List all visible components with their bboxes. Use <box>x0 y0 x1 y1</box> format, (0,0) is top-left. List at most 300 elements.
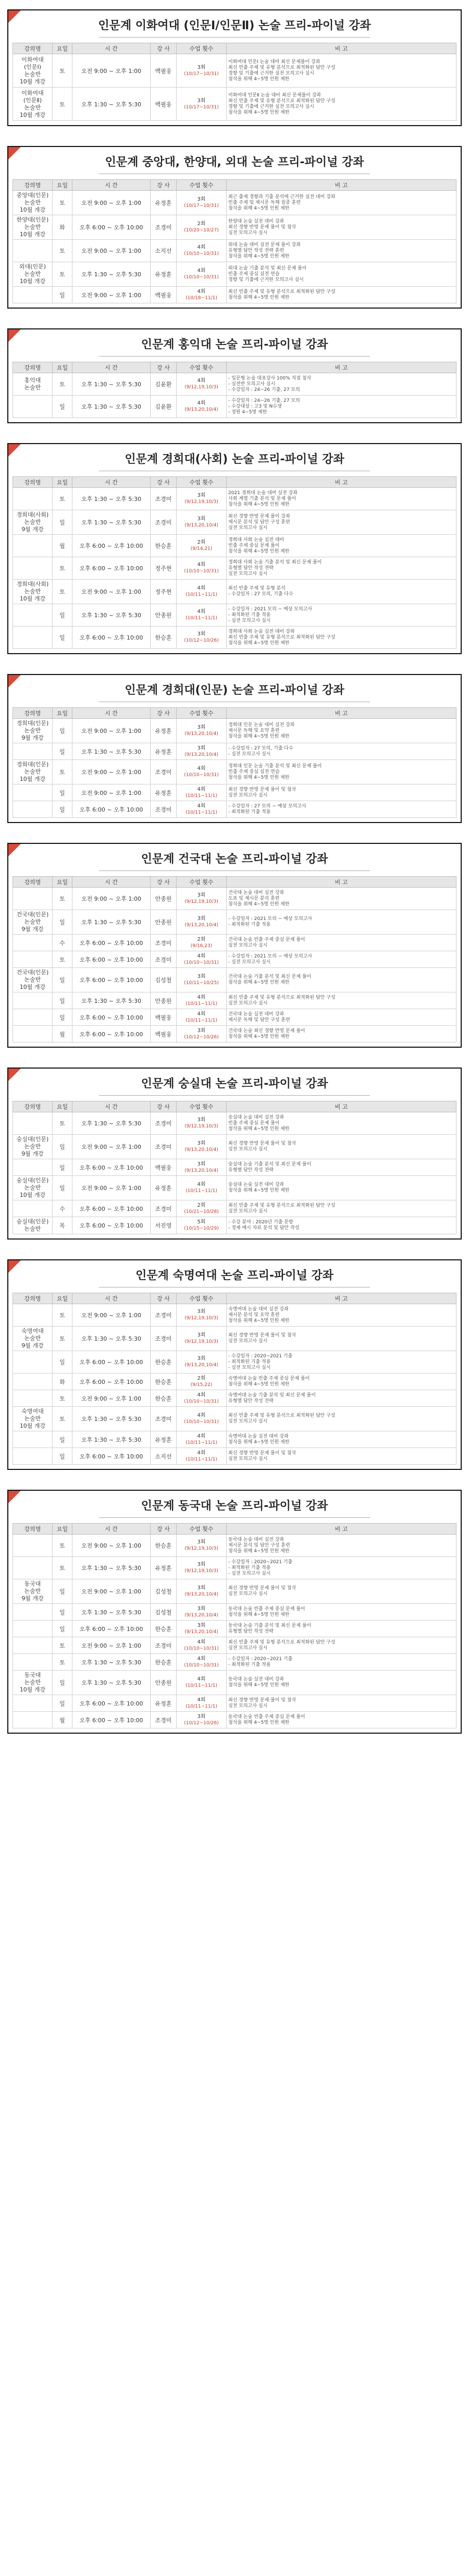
column-header: 수업 횟수 <box>177 362 227 373</box>
session-count: 4회 <box>197 244 206 250</box>
session-count: 3회 <box>197 631 206 637</box>
sessions-cell <box>177 1604 227 1621</box>
course-name: 이화여대 (인문Ⅱ) 논술반 10월 개강 <box>13 88 53 121</box>
note-cell: 최신 빈출 주제 및 유형 분석으로 최적화된 답안 구성 첨삭을 위해 4~5명 인원 제한 <box>227 287 456 303</box>
column-header: 강의명 <box>13 1101 53 1112</box>
note-cell: 최신 빈출 주제 및 유형 분석으로 최적화된 답안 구성 실전 모의고사 실시 <box>227 1200 456 1217</box>
sessions-cell <box>177 910 227 935</box>
note-cell: 숭실대 논술 기출 분석 및 최신 문제 풀이 유형별 답안 작성 전략 <box>227 1159 456 1176</box>
session-count: 4회 <box>197 1639 206 1645</box>
session-dates: (10/12~10/26) <box>184 1720 219 1726</box>
sessions-cell <box>177 1304 227 1327</box>
day-cell: 토 <box>53 373 72 396</box>
course-section <box>7 1259 462 1470</box>
session-dates: (10/20~10/27) <box>184 228 219 233</box>
section-title: 인문계 동국대 논술 프리-파이널 강좌 <box>13 1497 456 1518</box>
course-name <box>13 1604 53 1621</box>
day-cell: 일 <box>53 510 72 535</box>
session-dates: (10/10~10/31) <box>184 251 219 256</box>
column-header: 비 고 <box>227 1524 456 1535</box>
sessions-cell <box>177 240 227 262</box>
session-dates: (10/11~11/1) <box>186 1001 217 1007</box>
teacher-cell: 조경미 <box>151 935 177 951</box>
course-name <box>13 1304 53 1327</box>
session-count: 3회 <box>197 64 206 70</box>
session-count: 3회 <box>197 974 206 979</box>
column-header: 수업 횟수 <box>177 1524 227 1535</box>
teacher-cell: 백필웅 <box>151 1009 177 1026</box>
time-cell: 오전 9:00 ~ 오후 1:00 <box>72 54 151 88</box>
table-row <box>13 1712 456 1728</box>
teacher-cell: 정주현 <box>151 557 177 580</box>
sessions-cell <box>177 1671 227 1695</box>
course-name <box>13 240 53 262</box>
teacher-cell: 안종원 <box>151 992 177 1009</box>
session-dates: (10/11~11/1) <box>186 1188 217 1194</box>
teacher-cell: 유정훈 <box>151 743 177 760</box>
day-cell: 일 <box>53 1135 72 1159</box>
sessions-cell <box>177 1373 227 1390</box>
corner-ribbon-icon <box>8 147 21 160</box>
table-row <box>13 1026 456 1042</box>
time-cell: 오전 9:00 ~ 오후 1:00 <box>72 1535 151 1557</box>
course-name <box>13 1200 53 1217</box>
course-name <box>13 951 53 968</box>
time-cell: 오후 1:30 ~ 오후 5:30 <box>72 396 151 418</box>
teacher-cell: 한승훈 <box>151 1654 177 1671</box>
day-cell: 토 <box>53 951 72 968</box>
time-cell: 오전 9:00 ~ 오후 1:00 <box>72 1637 151 1654</box>
session-count: 4회 <box>197 1655 206 1662</box>
column-header: 비 고 <box>227 362 456 373</box>
time-cell: 오전 9:00 ~ 오후 1:00 <box>72 888 151 910</box>
column-header: 시 간 <box>72 1293 151 1304</box>
time-cell: 오후 6:00 ~ 오후 10:00 <box>72 535 151 557</box>
course-name: 경희대(인문) 논술반 10월 개강 <box>13 760 53 784</box>
table-row <box>13 1579 456 1604</box>
course-name <box>13 784 53 801</box>
day-cell: 토 <box>53 557 72 580</box>
session-count: 4회 <box>197 609 206 615</box>
note-cell: 최신 경향 반영 문제 풀이 및 첨삭 실전 모의고사 실시 <box>227 1695 456 1712</box>
column-header: 강의명 <box>13 477 53 488</box>
table-row <box>13 1327 456 1351</box>
table-row <box>13 262 456 287</box>
sessions-cell <box>177 1654 227 1671</box>
time-cell: 오후 6:00 ~ 오후 10:00 <box>72 1200 151 1217</box>
table-row <box>13 1217 456 1234</box>
note-cell: 숙명여대 논술 대비 실전 강좌 제시문 분석 및 요약 훈련 첨삭을 위해 4~5명 인원 제한 <box>227 1304 456 1327</box>
session-dates: (9/13,20,10/4) <box>184 1612 218 1618</box>
schedule-table <box>13 1293 456 1465</box>
course-name <box>13 557 53 580</box>
course-name <box>13 1557 53 1579</box>
day-cell: 수 <box>53 935 72 951</box>
teacher-cell: 한승훈 <box>151 1351 177 1373</box>
teacher-cell: 백필웅 <box>151 1159 177 1176</box>
time-cell: 오전 9:00 ~ 오후 1:00 <box>72 1304 151 1327</box>
note-cell: - 입문형 논술 대표강사 100% 직접 첨삭 - 실전반 모의고사 실시 - 수강일자 : 24~26 기출, 27 모의 <box>227 373 456 396</box>
time-cell: 오후 1:30 ~ 오후 5:30 <box>72 262 151 287</box>
day-cell: 월 <box>53 1712 72 1728</box>
course-name: 동국대 논술반 10월 개강 <box>13 1671 53 1695</box>
session-dates: (10/11~11/1) <box>186 616 217 621</box>
table-row <box>13 801 456 818</box>
note-cell: 최신 경향 반영 문제 풀이 및 첨삭 실전 모의고사 실시 <box>227 1135 456 1159</box>
note-cell: 경희대 인문 논술 대비 실전 강좌 제시문 독해 및 요약 훈련 첨삭을 위해 4~5명 인원 제한 <box>227 719 456 743</box>
table-row <box>13 968 456 992</box>
column-header: 요일 <box>53 180 72 191</box>
section-title: 인문계 건국대 논술 프리-파이널 강좌 <box>13 850 456 871</box>
sessions-cell <box>177 1637 227 1654</box>
session-dates: (10/11~11/1) <box>186 1703 217 1709</box>
session-count: 3회 <box>197 1332 206 1338</box>
column-header: 요일 <box>53 362 72 373</box>
session-dates: (10/10~10/31) <box>184 569 219 574</box>
note-cell: 경희대 사회 논술 실전 대비 빈출 주제 중심 문제 풀이 첨삭을 위해 4~5명 인원 제한 <box>227 535 456 557</box>
column-header: 수업 횟수 <box>177 1293 227 1304</box>
time-cell: 오후 6:00 ~ 오후 10:00 <box>72 557 151 580</box>
sessions-cell <box>177 992 227 1009</box>
table-row <box>13 743 456 760</box>
course-name: 홍익대 논술반 <box>13 373 53 396</box>
note-cell: - 수강일자 : 2021 모의 ~ 예상 모의고사 - 최적화된 기출 적용 - 실전 모의고사 실시 <box>227 604 456 627</box>
sessions-cell <box>177 1621 227 1637</box>
table-row <box>13 1351 456 1373</box>
teacher-cell: 조경미 <box>151 1112 177 1135</box>
session-dates: (9/13,20,10/4) <box>184 1168 218 1173</box>
course-name <box>13 1712 53 1728</box>
sessions-cell <box>177 287 227 303</box>
course-name: 숭실대(인문) 논술반 10월 개강 <box>13 1176 53 1200</box>
session-count: 4회 <box>197 1433 206 1439</box>
course-name <box>13 287 53 303</box>
column-header: 강 사 <box>151 708 177 719</box>
session-count: 3회 <box>197 1309 206 1315</box>
table-row <box>13 1304 456 1327</box>
time-cell: 오전 9:00 ~ 오후 1:00 <box>72 784 151 801</box>
table-row <box>13 935 456 951</box>
time-cell: 오후 1:30 ~ 오후 5:30 <box>72 1327 151 1351</box>
time-cell: 오후 1:30 ~ 오후 5:30 <box>72 1431 151 1448</box>
table-row <box>13 396 456 418</box>
note-cell: - 수강일자 : 2020~2021 기출 - 최적화된 기출 적용 - 실전 모의고사 실시 <box>227 1351 456 1373</box>
table-row <box>13 1557 456 1579</box>
day-cell: 토 <box>53 1637 72 1654</box>
sessions-cell <box>177 535 227 557</box>
day-cell: 토 <box>53 888 72 910</box>
session-count: 2회 <box>197 936 206 942</box>
table-row <box>13 1112 456 1135</box>
note-cell: - 수강일자 : 2020~2021 기출 - 최적화된 기출 적용 <box>227 1654 456 1671</box>
sessions-cell <box>177 784 227 801</box>
teacher-cell: 한승훈 <box>151 1621 177 1637</box>
day-cell: 토 <box>53 1327 72 1351</box>
time-cell: 오후 6:00 ~ 오후 10:00 <box>72 1712 151 1728</box>
course-name <box>13 1373 53 1390</box>
teacher-cell: 유정훈 <box>151 719 177 743</box>
session-count: 4회 <box>197 953 206 959</box>
column-header: 비 고 <box>227 477 456 488</box>
sessions-cell <box>177 1112 227 1135</box>
sessions-cell <box>177 1200 227 1217</box>
note-cell: 최신 경향 반영 문제 풀이 및 첨삭 실전 모의고사 실시 <box>227 1327 456 1351</box>
session-count: 3회 <box>197 1539 206 1545</box>
day-cell: 월 <box>53 535 72 557</box>
note-cell: 건국대 논술 빈출 주제 중심 문제 풀이 실전 모의고사 실시 <box>227 935 456 951</box>
session-dates: (10/10~10/31) <box>184 772 219 778</box>
session-count: 3회 <box>197 1585 206 1591</box>
table-row <box>13 54 456 88</box>
sessions-cell <box>177 557 227 580</box>
table-row <box>13 888 456 910</box>
session-count: 4회 <box>197 803 206 809</box>
course-name <box>13 888 53 910</box>
course-section <box>7 1068 462 1240</box>
table-row <box>13 510 456 535</box>
time-cell: 오후 6:00 ~ 오후 10:00 <box>72 1026 151 1042</box>
time-cell: 오후 6:00 ~ 오후 10:00 <box>72 1351 151 1373</box>
session-dates: (10/10~10/31) <box>184 960 219 965</box>
course-name <box>13 1431 53 1448</box>
table-row <box>13 1654 456 1671</box>
note-cell: 동국대 논술 빈출 주제 중심 문제 풀이 첨삭을 위해 4~5명 인원 제한 <box>227 1712 456 1728</box>
column-header: 강 사 <box>151 180 177 191</box>
teacher-cell: 소지선 <box>151 1448 177 1465</box>
course-name: 경희대(사회) 논술반 9월 개강 <box>13 510 53 535</box>
teacher-cell: 백필웅 <box>151 54 177 88</box>
teacher-cell: 김성철 <box>151 968 177 992</box>
note-cell: - 수강일자 : 24~26 기출, 27 모의 - 수강대상 : 고3 및 N수생 - 정원 4~5명 제한 <box>227 396 456 418</box>
table-row <box>13 910 456 935</box>
day-cell: 일 <box>53 1431 72 1448</box>
table-row <box>13 784 456 801</box>
day-cell: 목 <box>53 1217 72 1234</box>
column-header: 시 간 <box>72 1101 151 1112</box>
time-cell: 오후 1:30 ~ 오후 5:30 <box>72 1654 151 1671</box>
column-header: 요일 <box>53 1524 72 1535</box>
time-cell: 오후 1:30 ~ 오후 5:30 <box>72 992 151 1009</box>
session-dates: (10/10~10/31) <box>184 275 219 280</box>
table-row <box>13 1431 456 1448</box>
teacher-cell: 백필웅 <box>151 1026 177 1042</box>
note-cell: - 수강일자 : 2021 모의 ~ 예상 모의고사 - 실전 모의고사 실시 <box>227 951 456 968</box>
session-dates: (9/12,19,10/3) <box>184 385 218 390</box>
course-name: 숭실대(인문) 논술반 <box>13 1217 53 1234</box>
column-header: 비 고 <box>227 43 456 54</box>
table-row <box>13 580 456 604</box>
day-cell: 일 <box>53 1671 72 1695</box>
day-cell: 토 <box>53 580 72 604</box>
teacher-cell: 한승훈 <box>151 627 177 649</box>
session-count: 4회 <box>197 400 206 406</box>
session-count: 2회 <box>197 1202 206 1208</box>
session-dates: (9/12,19,10/3) <box>184 1546 218 1551</box>
session-dates: (10/11~11/1) <box>186 809 217 815</box>
column-header: 시 간 <box>72 362 151 373</box>
sessions-cell <box>177 951 227 968</box>
session-count: 3회 <box>197 197 206 202</box>
note-cell: 건국대 논술 대비 실전 강좌 도표 및 제시문 분석 훈련 첨삭을 위해 4~5명 인원 제한 <box>227 888 456 910</box>
table-row <box>13 191 456 215</box>
note-cell: 동국대 논술 기출 분석 및 최신 문제 풀이 유형별 답안 작성 전략 <box>227 1621 456 1637</box>
sessions-cell <box>177 1176 227 1200</box>
session-count: 3회 <box>197 1161 206 1167</box>
session-dates: (10/10~10/31) <box>184 1646 219 1651</box>
day-cell: 일 <box>53 1159 72 1176</box>
course-name <box>13 992 53 1009</box>
session-dates: (10/10~10/31) <box>184 1662 219 1668</box>
session-count: 4회 <box>197 288 206 295</box>
session-dates: (9/12,19,10/3) <box>184 1316 218 1321</box>
course-name <box>13 604 53 627</box>
session-count: 3회 <box>197 745 206 751</box>
table-row <box>13 604 456 627</box>
day-cell: 수 <box>53 1200 72 1217</box>
teacher-cell: 유정훈 <box>151 1431 177 1448</box>
day-cell: 일 <box>53 1604 72 1621</box>
column-header: 비 고 <box>227 708 456 719</box>
table-row <box>13 1671 456 1695</box>
section-title: 인문계 경희대(인문) 논술 프리-파이널 강좌 <box>13 681 456 702</box>
session-count: 2회 <box>197 221 206 227</box>
session-dates: (10/11~11/1) <box>186 1683 217 1688</box>
teacher-cell: 조경미 <box>151 510 177 535</box>
course-name <box>13 535 53 557</box>
time-cell: 오후 6:00 ~ 오후 10:00 <box>72 627 151 649</box>
course-name <box>13 1654 53 1671</box>
teacher-cell: 한승훈 <box>151 1390 177 1407</box>
teacher-cell: 유정훈 <box>151 1695 177 1712</box>
section-title: 인문계 숭실대 논술 프리-파이널 강좌 <box>13 1075 456 1096</box>
table-row <box>13 1159 456 1176</box>
session-dates: (9/13,20,10/4) <box>184 1363 218 1368</box>
session-count: 4회 <box>197 378 206 384</box>
day-cell: 일 <box>53 968 72 992</box>
session-count: 4회 <box>197 1182 206 1187</box>
day-cell: 토 <box>53 1390 72 1407</box>
session-dates: (9/13,20,10/4) <box>184 752 218 757</box>
teacher-cell: 조경미 <box>151 1637 177 1654</box>
column-header: 강의명 <box>13 1524 53 1535</box>
session-count: 4회 <box>197 562 206 568</box>
session-dates: (10/17~10/31) <box>184 104 219 110</box>
column-header: 수업 횟수 <box>177 180 227 191</box>
session-count: 3회 <box>197 1356 206 1361</box>
course-name: 중앙대(인문) 논술반 10월 개강 <box>13 191 53 215</box>
sessions-cell <box>177 396 227 418</box>
schedule-table <box>13 1523 456 1728</box>
column-header: 강 사 <box>151 477 177 488</box>
time-cell: 오전 9:00 ~ 오후 1:00 <box>72 1135 151 1159</box>
column-header: 강의명 <box>13 708 53 719</box>
column-header: 요일 <box>53 877 72 888</box>
time-cell: 오전 9:00 ~ 오후 1:00 <box>72 240 151 262</box>
note-cell: - 수강일자 : 2021 모의 ~ 예상 모의고사 - 최적화된 기출 적용 <box>227 910 456 935</box>
sessions-cell <box>177 1351 227 1373</box>
note-cell: - 수강일자 : 27 모의 ~ 예상 모의고사 - 최적화된 기출 적용 <box>227 801 456 818</box>
session-dates: (9/13,20,10/4) <box>184 923 218 928</box>
teacher-cell: 한승훈 <box>151 535 177 557</box>
session-dates: (9/12,19,10/3) <box>184 899 218 904</box>
session-dates: (9/13,20,10/4) <box>184 1629 218 1635</box>
table-row <box>13 1176 456 1200</box>
session-count: 3회 <box>197 1605 206 1612</box>
time-cell: 오전 9:00 ~ 오후 1:00 <box>72 1176 151 1200</box>
day-cell: 토 <box>53 1112 72 1135</box>
note-cell: 숭실대 논술 실전 대비 강좌 첨삭을 위해 4~5명 인원 제한 <box>227 1176 456 1200</box>
session-count: 3회 <box>197 493 206 498</box>
note-cell: - 수강일자 : 2020~2021 기출 - 최적화된 기출 적용 - 실전 모의고사 실시 <box>227 1557 456 1579</box>
note-cell: 숭실대 논술 대비 실전 강좌 빈출 주제 중심 문제 풀이 첨삭을 위해 4~5명 인원 제한 <box>227 1112 456 1135</box>
session-count: 4회 <box>197 1392 206 1398</box>
column-header: 시 간 <box>72 180 151 191</box>
day-cell: 일 <box>53 604 72 627</box>
session-count: 4회 <box>197 786 206 792</box>
session-count: 3회 <box>197 916 206 922</box>
course-name <box>13 1390 53 1407</box>
note-cell: 동국대 논술 빈출 주제 중심 문제 풀이 첨삭을 위해 4~5명 인원 제한 <box>227 1604 456 1621</box>
corner-ribbon-icon <box>8 844 21 856</box>
column-header: 강의명 <box>13 180 53 191</box>
day-cell: 토 <box>53 240 72 262</box>
sessions-cell <box>177 1159 227 1176</box>
time-cell: 오후 6:00 ~ 오후 10:00 <box>72 1448 151 1465</box>
session-dates: (10/18~11/1) <box>186 295 217 301</box>
note-cell: 건국대 논술 실전 대비 강좌 제시문 독해 및 답안 구성 훈련 <box>227 1009 456 1026</box>
sessions-cell <box>177 191 227 215</box>
teacher-cell: 유정훈 <box>151 784 177 801</box>
session-dates: (10/12~10/26) <box>184 638 219 643</box>
day-cell: 토 <box>53 191 72 215</box>
day-cell: 일 <box>53 910 72 935</box>
note-cell: 외대 논술 기출 분석 및 최신 문제 풀이 빈출 주제 중심 실전 연습 경향 및 기출에 근거한 모의고사 실시 <box>227 262 456 287</box>
session-count: 4회 <box>197 585 206 591</box>
day-cell: 일 <box>53 396 72 418</box>
time-cell: 오후 1:30 ~ 오후 5:30 <box>72 1604 151 1621</box>
table-row <box>13 1604 456 1621</box>
session-dates: (9/13,20,10/4) <box>184 523 218 528</box>
schedule-table <box>13 476 456 649</box>
table-row <box>13 240 456 262</box>
day-cell: 일 <box>53 1695 72 1712</box>
column-header: 시 간 <box>72 877 151 888</box>
note-cell: 경희대 사회 논술 기출 분석 및 최신 문제 풀이 유형별 답안 작성 전략 실전 모의고사 실시 <box>227 557 456 580</box>
day-cell: 일 <box>53 1621 72 1637</box>
session-dates: (9/12,19,10/3) <box>184 1568 218 1574</box>
teacher-cell: 유정훈 <box>151 1557 177 1579</box>
sessions-cell <box>177 54 227 88</box>
column-header: 요일 <box>53 708 72 719</box>
schedule-table <box>13 179 456 303</box>
sessions-cell <box>177 1448 227 1465</box>
session-count: 3회 <box>197 97 206 104</box>
table-row <box>13 1009 456 1026</box>
day-cell: 일 <box>53 627 72 649</box>
table-row <box>13 1200 456 1217</box>
course-section <box>7 674 462 823</box>
note-cell: 건국대 논술 최신 경향 반영 문제 풀이 첨삭을 위해 4~5명 인원 제한 <box>227 1026 456 1042</box>
course-section <box>7 146 462 309</box>
note-cell: 경희대 사회 논술 실전 대비 강좌 최신 빈출 주제 및 유형 분석으로 최적화된 답안 구성 첨삭을 위해 4~5명 인원 제한 <box>227 627 456 649</box>
corner-ribbon-icon <box>8 1069 21 1081</box>
session-count: 2회 <box>197 1375 206 1381</box>
session-dates: (9/13,20,10/4) <box>184 731 218 737</box>
teacher-cell: 안종원 <box>151 888 177 910</box>
table-row <box>13 488 456 510</box>
day-cell: 월 <box>53 1026 72 1042</box>
session-count: 3회 <box>197 892 206 898</box>
